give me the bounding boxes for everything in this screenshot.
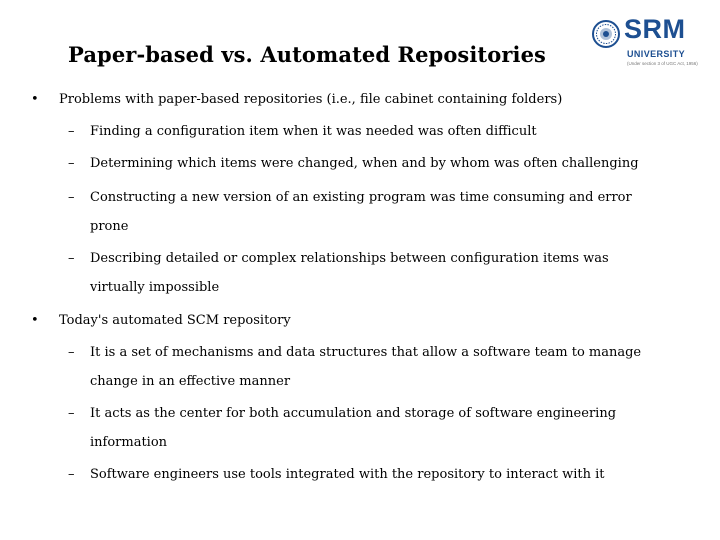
sub-bullet-text: Determining which items were changed, when and by whom was often challenging <box>90 156 639 171</box>
sub-bullet-text: Software engineers use tools integrated with the repository to interact with it <box>90 467 605 482</box>
university-emblem-icon <box>592 20 620 48</box>
slide-title: Paper-based vs. Automated Repositories <box>68 42 546 67</box>
sub-bullet-text-continuation: change in an effective manner <box>90 374 291 389</box>
sub-bullet-text: Finding a configuration item when it was needed was often difficult <box>90 124 537 139</box>
logo-subtitle: UNIVERSITY <box>627 49 686 59</box>
sub-bullet-marker: – <box>68 190 75 205</box>
sub-bullet-text-continuation: virtually impossible <box>90 280 220 295</box>
sub-bullet-marker: – <box>68 467 75 482</box>
bullet-text: Today's automated SCM repository <box>59 313 291 328</box>
sub-bullet-marker: – <box>68 156 75 171</box>
sub-bullet-marker: – <box>68 124 75 139</box>
sub-bullet-marker: – <box>68 251 75 266</box>
sub-bullet-text-continuation: prone <box>90 219 129 234</box>
bullet-marker: • <box>31 92 39 107</box>
sub-bullet-marker: – <box>68 345 75 360</box>
sub-bullet-text: Describing detailed or complex relationships between configuration items was <box>90 251 609 266</box>
sub-bullet-text-continuation: information <box>90 435 168 450</box>
bullet-marker: • <box>31 313 39 328</box>
sub-bullet-marker: – <box>68 406 75 421</box>
university-logo <box>592 14 702 76</box>
logo-tagline: (Under section 3 of UGC Act, 1956) <box>627 61 698 66</box>
logo-wordmark: SRM <box>624 14 686 44</box>
sub-bullet-text: It acts as the center for both accumulation and storage of software engineering <box>90 406 617 421</box>
sub-bullet-text: It is a set of mechanisms and data structures that allow a software team to manage <box>90 345 642 360</box>
bullet-text: Problems with paper-based repositories (i.e., file cabinet containing folders) <box>59 92 563 107</box>
sub-bullet-text: Constructing a new version of an existing program was time consuming and error <box>90 190 632 205</box>
